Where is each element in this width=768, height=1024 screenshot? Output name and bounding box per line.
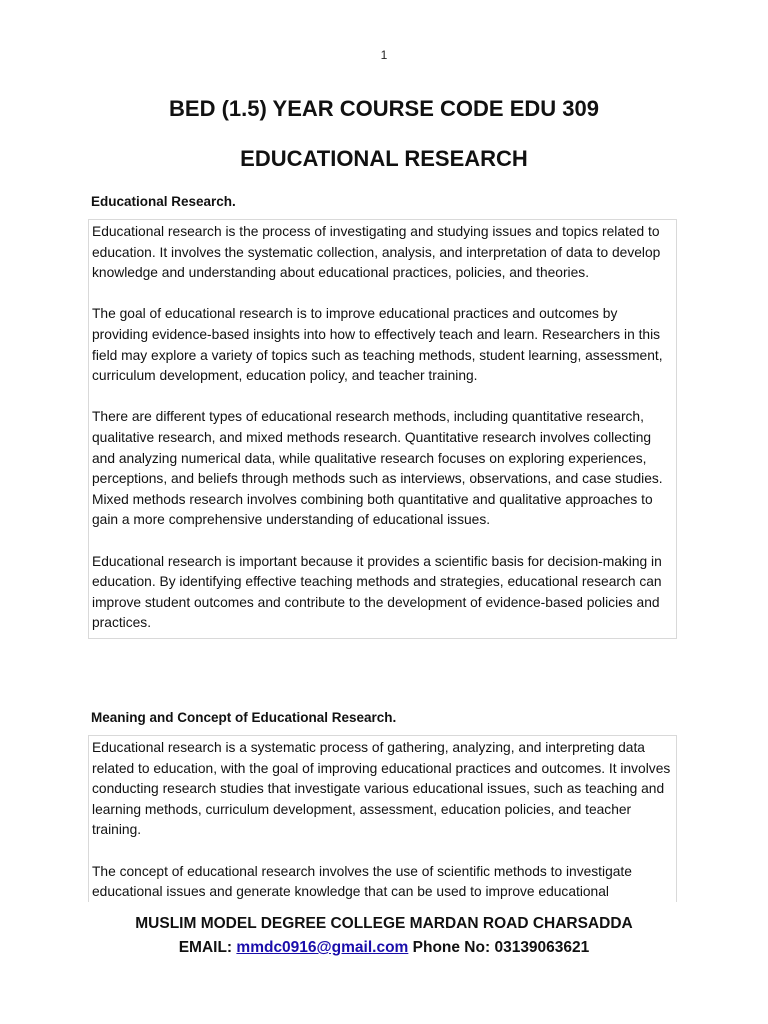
paragraph: Educational research is a systematic process of gathering, analyzing, and interpreting data related to education, with the goal of improving educational practices and outcomes. It involves conducting research studies that investigate various educational issues, such as teaching and learning methods, curriculum development, assessment, education policies, and teacher training. [92,740,671,838]
text-box-meaning-and-concept [88,735,677,902]
paragraph: There are different types of educational research methods, including quantitative research, qualitative research, and mixed methods research. Quantitative research involves collecting and analyzing numerical data, while qualitative research focuses on exploring experiences, perceptions, and beliefs through methods such as interviews, observations, and case studies. Mixed methods research involves combining both quantitative and qualitative approaches to gain a more comprehensive understanding of educational issues. [92,409,663,528]
footer-college-name: MUSLIM MODEL DEGREE COLLEGE MARDAN ROAD CHARSADDA [135,915,633,932]
section-heading-educational-research: Educational Research. [91,194,236,209]
text-box-educational-research [88,219,677,639]
paragraph: Educational research is the process of investigating and studying issues and topics related to education. It involves the systematic collection, analysis, and interpretation of data to develop knowledge and understanding about educational practices, policies, and theories. [92,224,661,281]
page-number: 1 [380,48,388,62]
paragraph: The concept of educational research involves the use of scientific methods to investigate educational issues and generate knowledge that can be used to improve educational [92,863,632,900]
course-title: BED (1.5) YEAR COURSE CODE EDU 309 [169,96,599,121]
phone-label: Phone No: [412,939,491,956]
footer-contact [0,939,768,957]
section-heading-meaning-and-concept: Meaning and Concept of Educational Research. [91,710,397,725]
phone-number: 03139063621 [494,939,590,956]
email-label: EMAIL: [178,939,233,956]
paragraph: Educational research is important because it provides a scientific basis for decision-making in education. By identifying effective teaching methods and strategies, educational research can improve student outcomes and contribute to the development of evidence-based policies and practices. [92,553,662,631]
document-title: EDUCATIONAL RESEARCH [240,146,528,171]
paragraph: The goal of educational research is to improve educational practices and outcomes by providing evidence-based insights into how to effectively teach and learn. Researchers in this field may explore a variety of topics such as teaching methods, student learning, assessment, curriculum development, education policy, and teacher training. [92,306,663,384]
email-link[interactable]: mmdc0916@gmail.com [236,939,409,956]
